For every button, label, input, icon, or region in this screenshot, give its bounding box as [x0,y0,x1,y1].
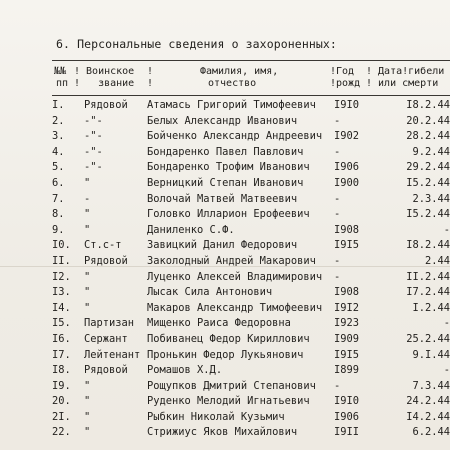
row-birth-year: I908 [334,286,360,299]
row-number: II. [52,254,71,267]
row-number: I5. [52,317,71,330]
header-name-bottom: отчество [208,78,257,89]
row-death-date: I7.2.44 [406,286,450,299]
row-full-name: Атамась Григорий Тимофеевич [147,99,316,111]
row-death-date: I5.2.44 [406,208,450,221]
header-rank-top: ! Воинское [74,66,135,77]
row-death-date: 29.2.44 [406,161,450,174]
row-full-name: Рыбкин Николай Кузьмич [147,410,285,423]
row-number: 4. [52,145,65,158]
header-date-bottom: ! или смерти [366,78,439,89]
table-row [0,410,450,426]
table-row [0,285,450,301]
row-death-date: 2.3.44 [412,192,450,205]
row-rank: " [84,223,91,236]
row-birth-year: - [334,114,341,127]
row-full-name: Луценко Алексей Владимирович [147,270,323,283]
row-number: I3. [52,286,71,299]
row-full-name: Ромашов Х.Д. [147,364,223,377]
row-full-name: Мищенко Раиса Федоровна [147,317,291,330]
row-full-name: Заколодный Андрей Макарович [147,254,316,267]
row-birth-year: I900 [334,176,360,189]
row-birth-year: I9I2 [334,301,360,314]
row-full-name: Бондаренко Павел Павлович [147,145,304,158]
header-rank-bottom: ! звание [74,78,135,89]
row-number: I6. [52,332,71,345]
row-rank: " [84,208,91,221]
row-full-name: Даниленко С.Ф. [147,223,235,236]
row-rank: - [84,192,91,205]
row-number: 2I. [52,410,71,423]
section-heading: 6. Персональные сведения о захороненных: [56,37,337,51]
table-row [0,114,450,130]
table-row [0,379,450,395]
row-death-date: I8.2.44 [406,99,450,111]
row-full-name: Верницкий Степан Иванович [147,176,304,189]
row-full-name: Бондаренко Трофим Иванович [147,161,310,174]
table-row [0,394,450,410]
table-row [0,160,450,176]
table-row [0,301,450,317]
table-header-rule [52,95,450,96]
table-row [0,223,450,239]
row-rank: Рядовой [84,364,128,377]
row-birth-year: - [334,208,341,221]
row-death-date: 2.44 [424,254,450,267]
row-rank: -"- [84,145,103,158]
row-death-date: I5.2.44 [406,176,450,189]
row-birth-year: I9I0 [334,99,360,111]
row-rank: " [84,395,91,408]
row-number: I8. [52,364,71,377]
table-row [0,176,450,192]
table-row [0,254,450,270]
row-death-date: II.2.44 [406,270,450,283]
row-death-date: I4.2.44 [406,410,450,423]
row-birth-year: - [334,145,341,158]
table-row [0,192,450,208]
row-birth-year: - [334,192,341,205]
header-date-top: ! Дата!гибели [366,66,445,77]
row-number: 5. [52,161,65,174]
table-row [0,98,450,114]
header-number-top: №№ [54,66,67,77]
row-rank: Сержант [84,332,128,345]
row-full-name: Завицкий Данил Федорович [147,239,298,252]
row-number: 20. [52,395,71,408]
row-rank: Рядовой [84,99,128,111]
row-death-date: 9.I.44 [412,348,450,361]
row-full-name: Пронькин Федор Лукьянович [147,348,304,361]
row-birth-year: I923 [334,317,360,330]
table-row [0,145,450,161]
table-row [0,332,450,348]
row-birth-year: I9I5 [334,239,360,252]
row-number: 3. [52,130,65,143]
row-rank: Рядовой [84,254,128,267]
table-row [0,270,450,286]
table-body [0,98,450,441]
row-rank: " [84,379,91,392]
row-birth-year: I908 [334,223,360,236]
row-full-name: Лысак Сила Антонович [147,286,273,299]
row-rank: " [84,301,91,314]
row-full-name: Макаров Александр Тимофеевич [147,301,323,314]
table-row [0,425,450,441]
row-number: 6. [52,176,65,189]
row-birth-year: - [334,379,341,392]
row-death-date: 28.2.44 [406,130,450,143]
header-separator-top: ! [147,66,154,77]
row-birth-year: I9I5 [334,348,360,361]
row-number: I7. [52,348,71,361]
row-number: 7. [52,192,65,205]
row-birth-year: I902 [334,130,360,143]
table-row [0,238,450,254]
table-row [0,363,450,379]
row-number: I9. [52,379,71,392]
row-rank: " [84,426,91,439]
table-top-rule [52,60,450,61]
row-death-date: 9.2.44 [412,145,450,158]
row-birth-year: - [334,254,341,267]
row-full-name: Белых Александр Иванович [147,114,298,127]
row-rank: " [84,286,91,299]
table-row [0,348,450,364]
row-death-date: 20.2.44 [406,114,450,127]
row-full-name: Руденко Мелодий Игнатьевич [147,395,310,408]
row-death-date: 7.3.44 [412,379,450,392]
table-row [0,129,450,145]
row-death-date: 24.2.44 [406,395,450,408]
row-rank: " [84,270,91,283]
row-number: I2. [52,270,71,283]
table-row [0,316,450,332]
row-rank: -"- [84,114,103,127]
row-full-name: Головко Илларион Ерофеевич [147,208,310,221]
row-birth-year: I909 [334,332,360,345]
row-death-date: 6.2.44 [412,426,450,439]
row-full-name: Стрижиус Яков Михайлович [147,426,298,439]
row-number: I0. [52,239,71,252]
row-number: 22. [52,426,71,439]
row-death-date: - [443,223,450,236]
header-year-bottom: !рожд [330,78,361,89]
row-rank: -"- [84,130,103,143]
row-birth-year: - [334,270,341,283]
row-full-name: Бойченко Александр Андреевич [147,130,323,143]
row-full-name: Побиванец Федор Кириллович [147,332,310,345]
row-full-name: Рощупков Дмитрий Степанович [147,379,316,392]
row-death-date: - [443,317,450,330]
table-row [0,207,450,223]
row-rank: Лейтенант [84,348,141,361]
row-birth-year: I906 [334,410,360,423]
header-name-top: Фамилия, имя, [200,66,279,77]
row-number: I4. [52,301,71,314]
row-birth-year: I9I0 [334,395,360,408]
row-number: I. [52,99,65,111]
row-number: 2. [52,114,65,127]
header-number-bottom: пп [56,78,69,89]
row-birth-year: I899 [334,364,360,377]
header-year-top: !Год [330,66,355,77]
row-birth-year: I9II [334,426,360,439]
row-full-name: Волочай Матвей Матвеевич [147,192,298,205]
row-rank: -"- [84,161,103,174]
row-death-date: I.2.44 [412,301,450,314]
row-birth-year: I906 [334,161,360,174]
row-number: 8. [52,208,65,221]
row-death-date: - [443,364,450,377]
row-rank: Ст.с-т [84,239,122,252]
row-rank: Партизан [84,317,135,330]
row-death-date: 25.2.44 [406,332,450,345]
header-separator-bottom: ! [147,78,154,89]
row-rank: " [84,176,91,189]
row-rank: " [84,410,91,423]
row-death-date: I8.2.44 [406,239,450,252]
row-number: 9. [52,223,65,236]
